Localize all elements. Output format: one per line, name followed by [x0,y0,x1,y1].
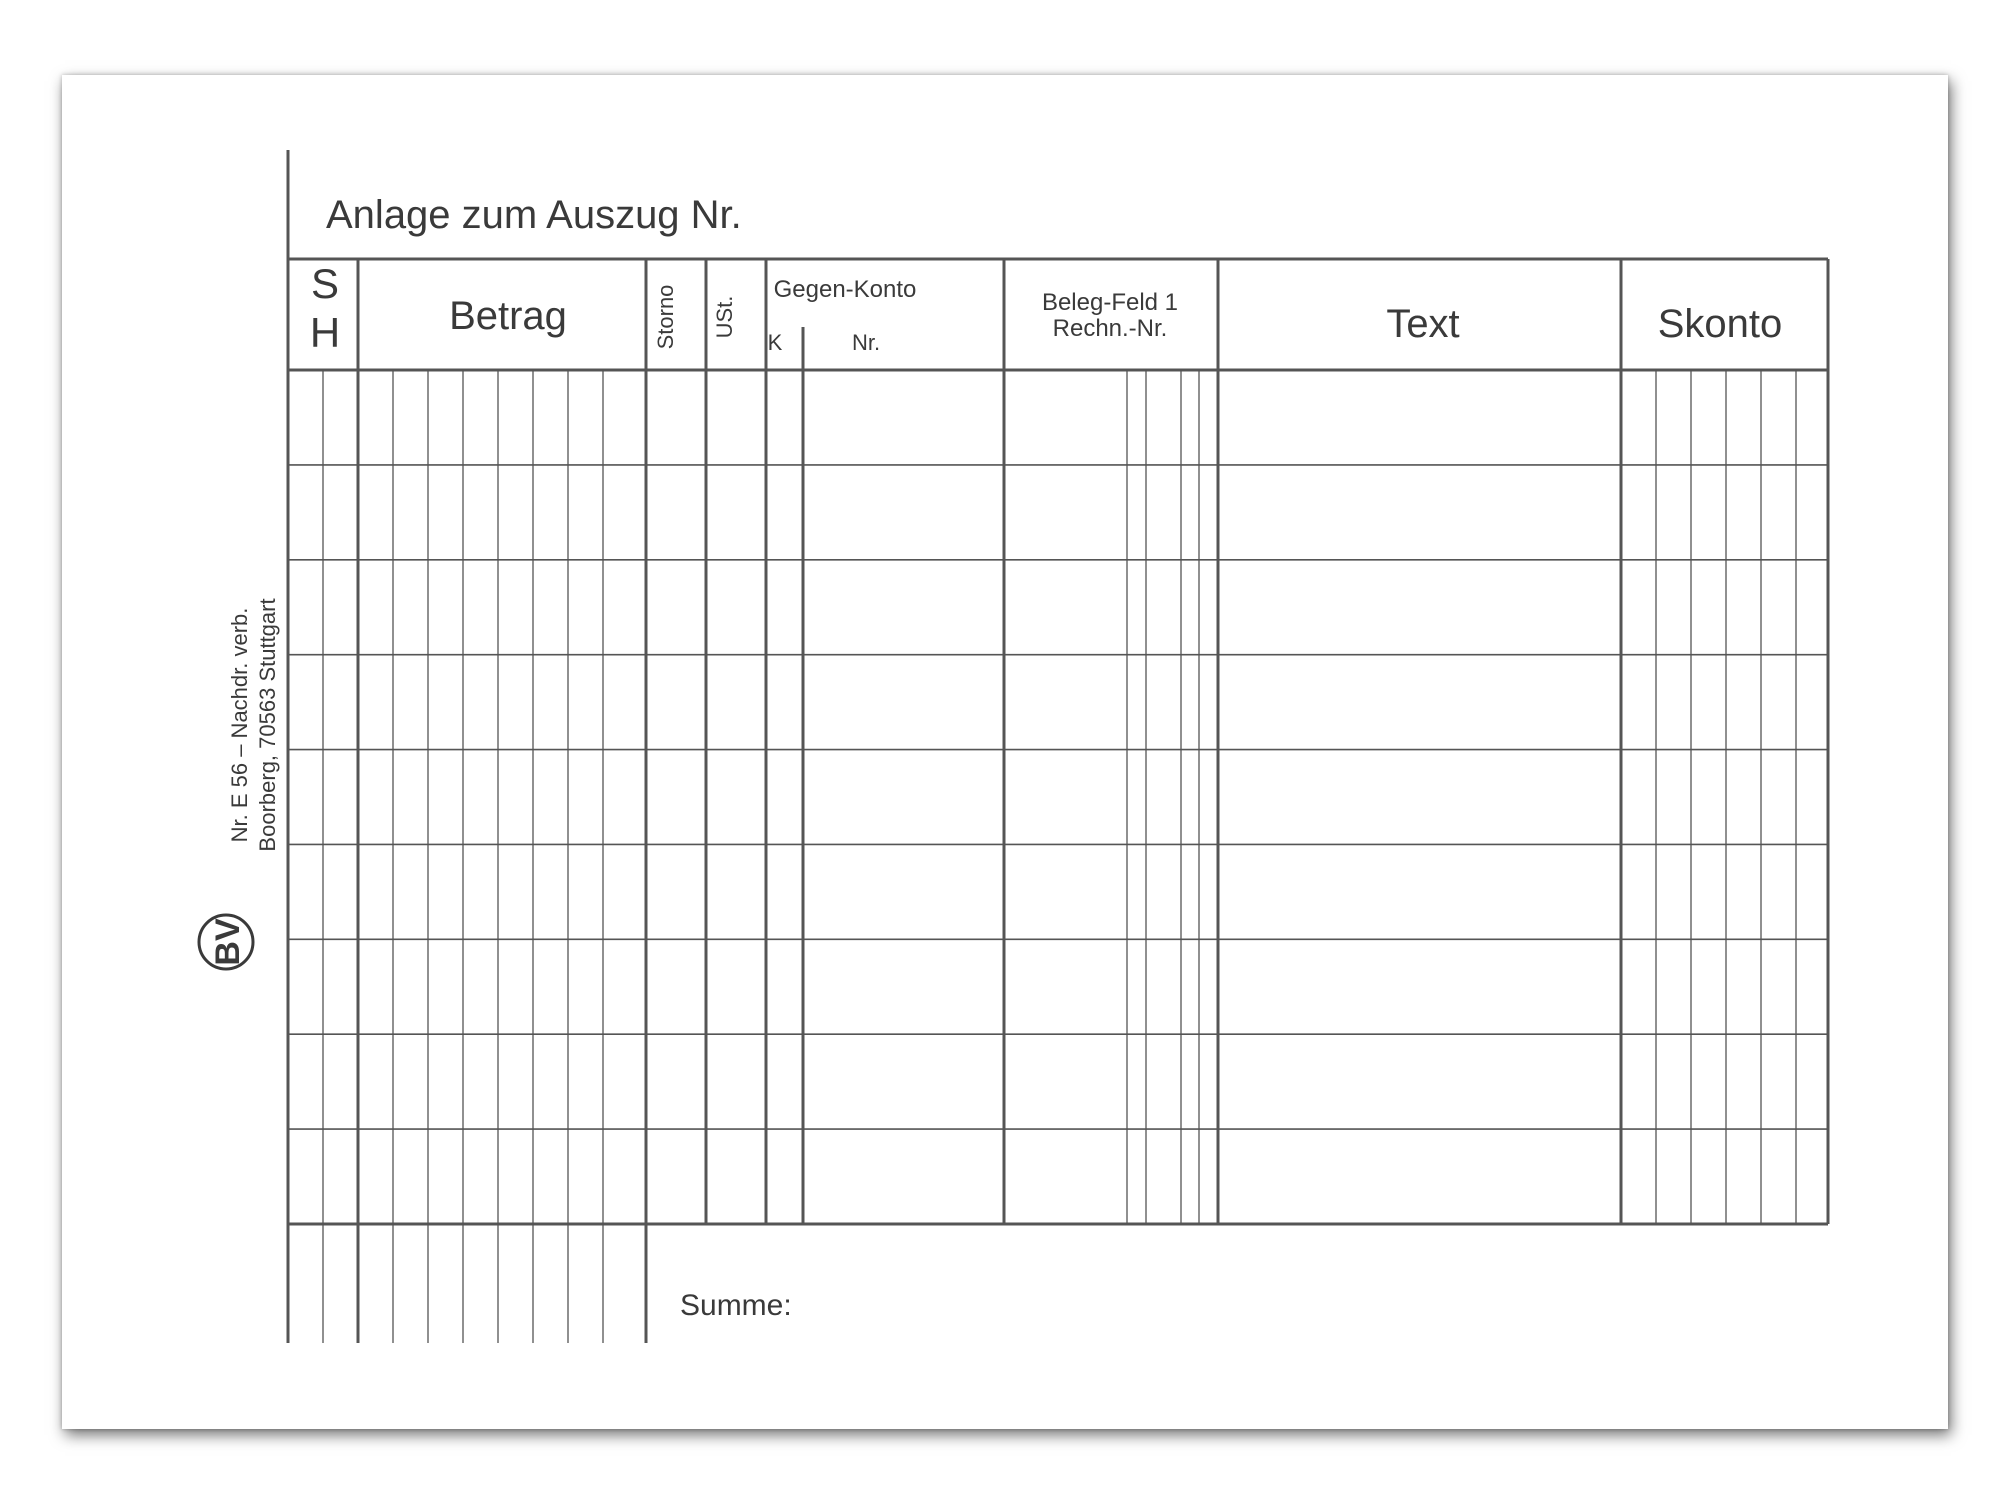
booking-form [62,75,1948,1429]
form-title: Anlage zum Auszug Nr. [326,193,742,237]
summe-label: Summe: [680,1289,792,1322]
header-skonto: Skonto [1657,302,1783,346]
imprint-line1: Nr. E 56 – Nachdr. verb. [227,607,252,843]
logo-letters: BV [209,918,247,966]
header-beleg-line2: Rechn.-Nr. [1052,315,1168,342]
header-sh-h: H [309,309,341,356]
header-text: Text [1386,302,1460,346]
imprint-line2: Boorberg, 70563 Stuttgart [255,598,280,852]
form-paper [62,75,1948,1429]
header-gegenkonto-k: K [767,330,783,355]
publisher-logo [199,915,253,969]
header-beleg-line1: Beleg-Feld 1 [1041,289,1179,316]
header-gegenkonto: Gegen-Konto [773,276,917,303]
header-gegenkonto-nr: Nr. [851,330,881,355]
header-sh-s: S [310,260,340,307]
header-storno: Storno [653,284,678,350]
header-betrag: Betrag [449,294,567,338]
header-ust: USt. [712,295,737,339]
side-imprint [227,598,280,851]
